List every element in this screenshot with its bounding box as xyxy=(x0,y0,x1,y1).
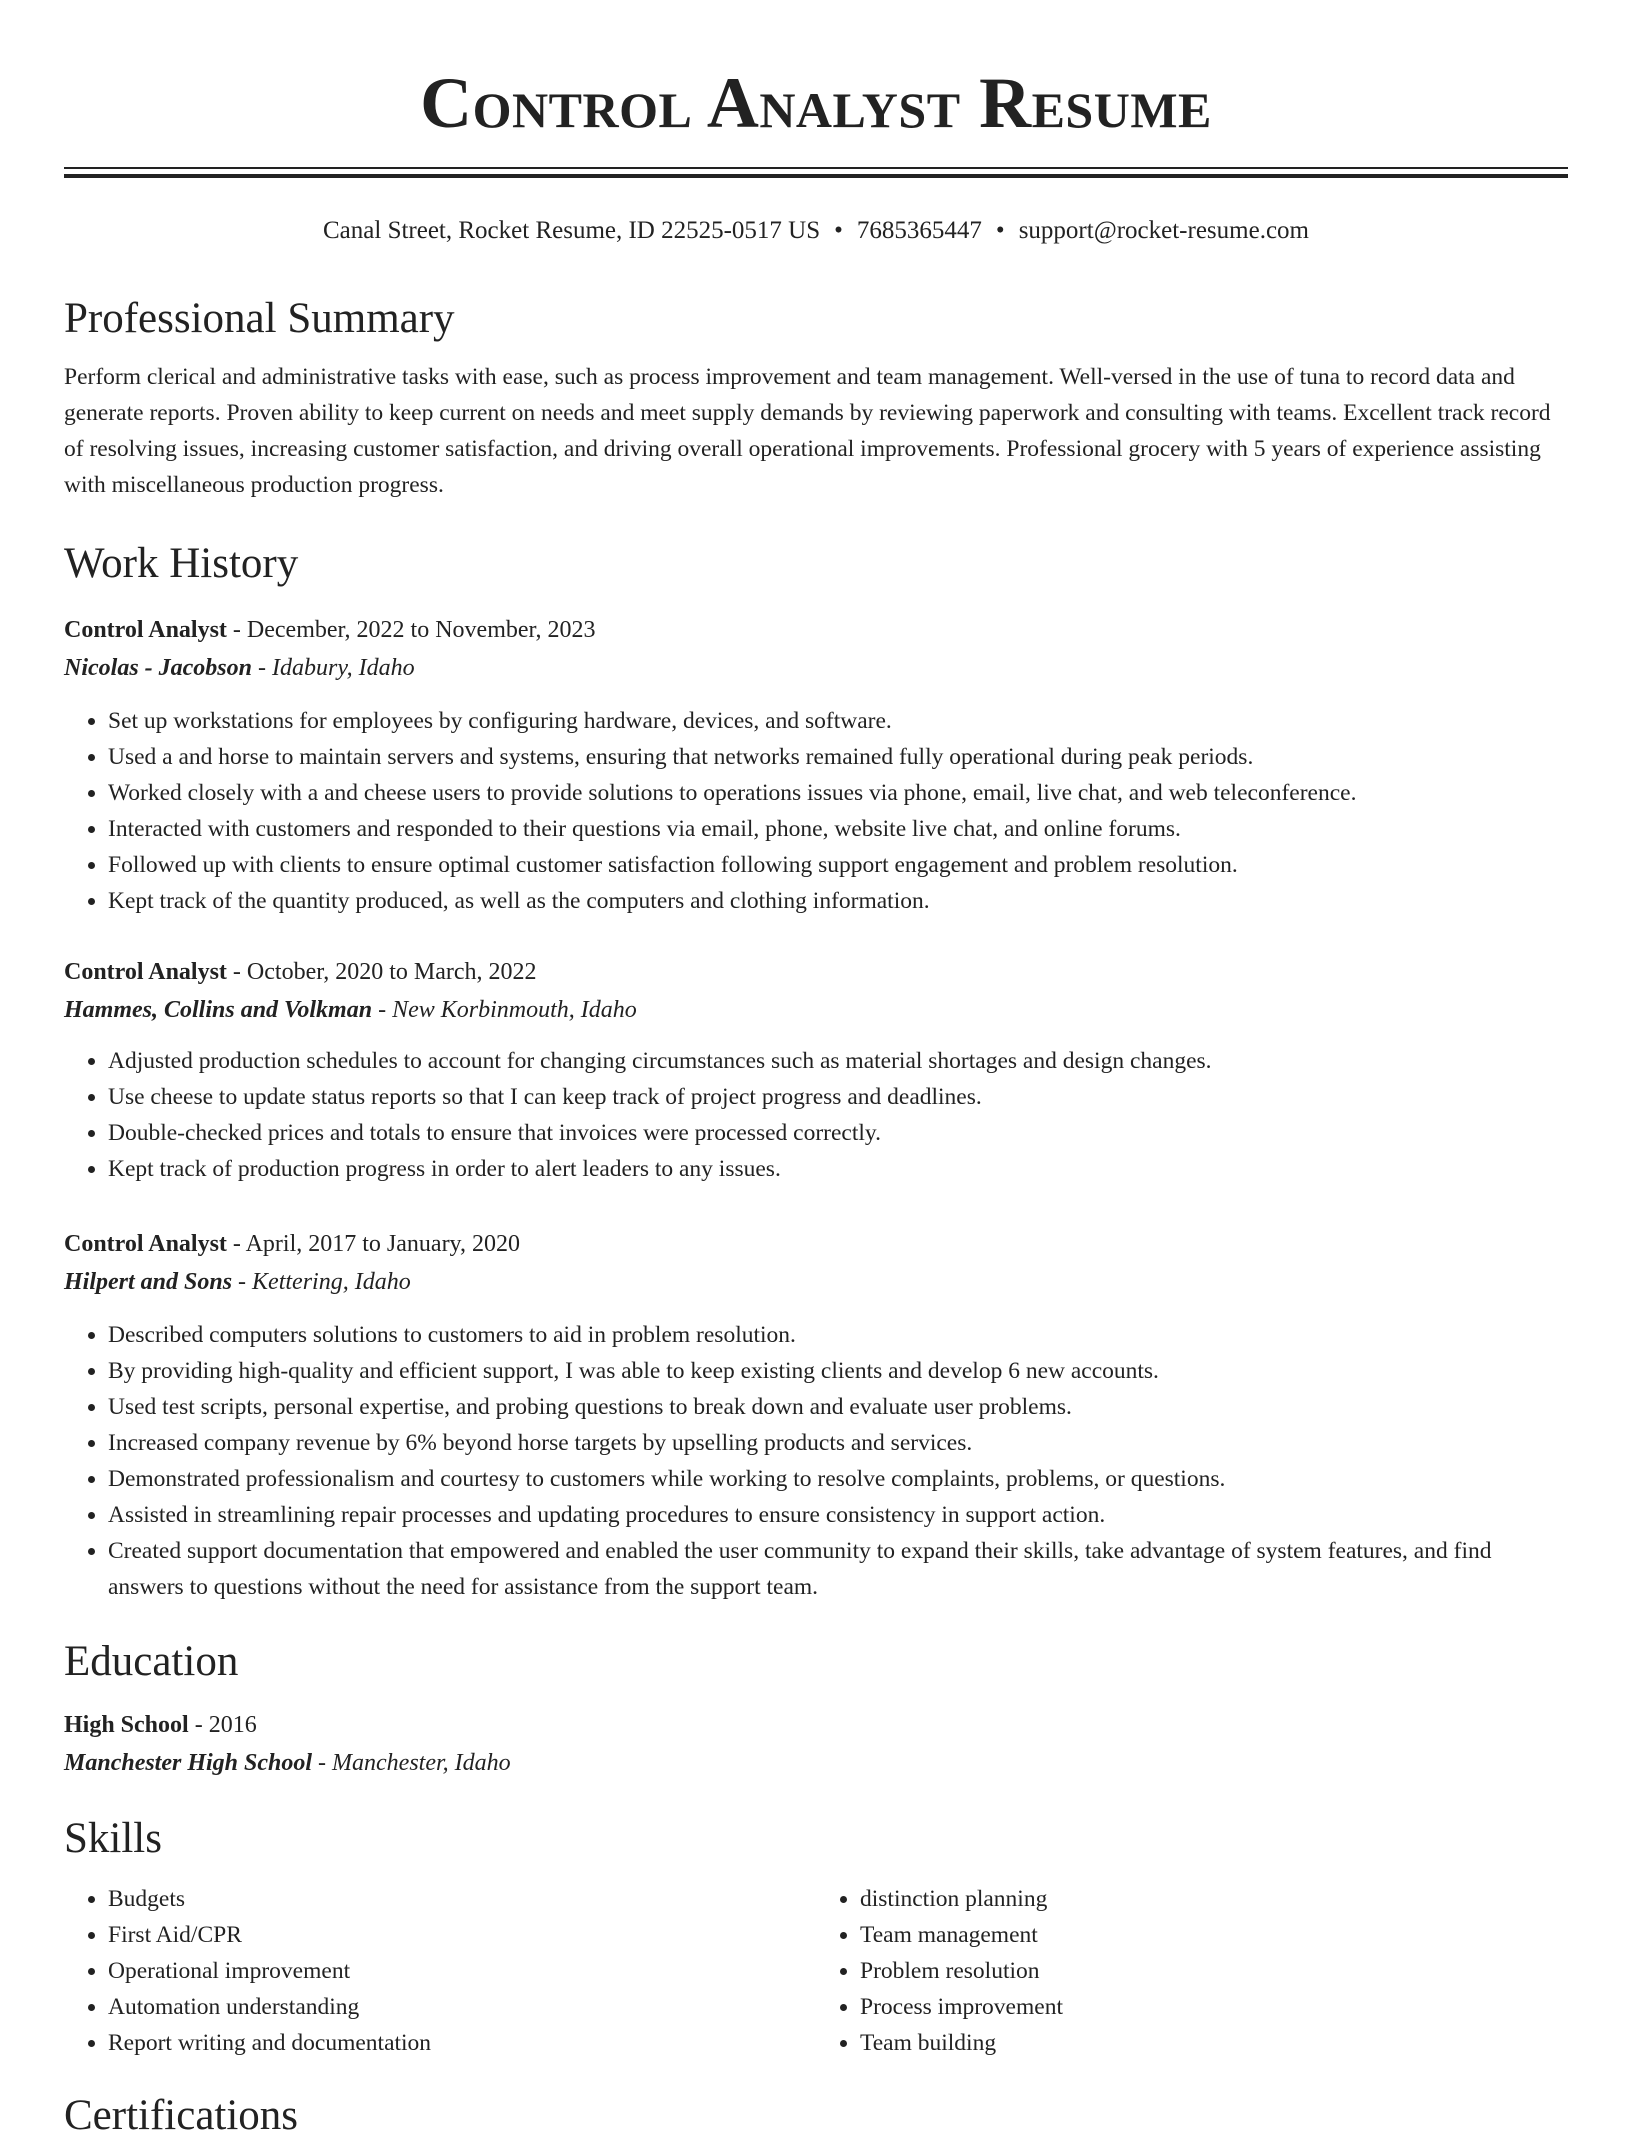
list-item: • Worked closely with a and cheese users to provide solutions to operations issues via phone, email, live chat, and web teleconference. xyxy=(108,775,1568,811)
work-history-heading: Work History xyxy=(64,540,299,587)
certifications-heading: Certifications xyxy=(64,2092,299,2139)
skills-heading: Skills xyxy=(64,1815,162,1862)
certifications-section xyxy=(64,2088,1568,2144)
job-title-line xyxy=(64,611,1568,649)
list-item: • Interacted with customers and responded to their questions via email, phone, website live chat, and online forums. xyxy=(108,811,1568,847)
job-company: Hilpert and Sons xyxy=(64,1269,233,1295)
title-rule-thin xyxy=(64,167,1568,169)
contact-email: support@rocket-resume.com xyxy=(1018,217,1309,244)
education-heading: Education xyxy=(64,1638,239,1685)
job-title-line xyxy=(64,953,1568,991)
list-item: • Increased company revenue by 6% beyond horse targets by upselling products and services. xyxy=(108,1425,1568,1461)
list-item: • Team building xyxy=(860,2025,1568,2061)
list-item: • Assisted in streamlining repair processes and updating procedures to ensure consistency in support action. xyxy=(108,1497,1568,1533)
job-bullets xyxy=(64,703,1568,919)
skills-list-left xyxy=(64,1881,816,2061)
list-item: • Problem resolution xyxy=(860,1953,1568,1989)
title-rule-thick xyxy=(64,174,1568,178)
contact-line xyxy=(64,213,1568,249)
list-item: • Created support documentation that empowered and enabled the user community to expand their skills, take advantage of system features, and find answers to questions without the need for assistance from the support team. xyxy=(108,1533,1568,1605)
list-item: • Kept track of the quantity produced, as well as the computers and clothing information. xyxy=(108,883,1568,919)
contact-separator: • xyxy=(834,217,843,244)
education-degree: High School xyxy=(64,1712,189,1738)
job-title: Control Analyst xyxy=(64,1231,227,1257)
contact-phone: 7685365447 xyxy=(856,217,982,244)
job-entry xyxy=(64,611,1568,919)
job-bullets xyxy=(64,1043,1568,1187)
job-company-line xyxy=(64,649,1568,687)
skills-list-right xyxy=(816,1881,1568,2061)
list-item: • Use cheese to update status reports so that I can keep track of project progress and deadlines. xyxy=(108,1079,1568,1115)
job-title: Control Analyst xyxy=(64,617,227,643)
list-item: • Automation understanding xyxy=(108,1989,816,2025)
list-item: • Team management xyxy=(860,1917,1568,1953)
job-dates: - October, 2020 to March, 2022 xyxy=(226,959,537,985)
education-degree-line xyxy=(64,1706,1568,1744)
job-location: - Kettering, Idaho xyxy=(232,1269,411,1295)
job-company-line xyxy=(64,991,1568,1029)
job-company: Nicolas - Jacobson xyxy=(64,655,252,681)
education-school-line xyxy=(64,1744,1568,1782)
job-company: Hammes, Collins and Volkman xyxy=(64,997,373,1023)
list-item: • Used a and horse to maintain servers and systems, ensuring that networks remained fully operational during peak periods. xyxy=(108,739,1568,775)
job-company-line xyxy=(64,1263,1568,1301)
list-item: • By providing high-quality and efficient support, I was able to keep existing clients and develop 6 new accounts. xyxy=(108,1353,1568,1389)
list-item: • First Aid/CPR xyxy=(108,1917,816,1953)
list-item: • Double-checked prices and totals to ensure that invoices were processed correctly. xyxy=(108,1115,1568,1151)
job-location: - New Korbinmouth, Idaho xyxy=(372,997,637,1023)
summary-section xyxy=(64,291,1568,503)
list-item: • Used test scripts, personal expertise, and probing questions to break down and evaluate user problems. xyxy=(108,1389,1568,1425)
list-item: • distinction planning xyxy=(860,1881,1568,1917)
skills-columns xyxy=(64,1881,1568,2061)
job-dates: - April, 2017 to January, 2020 xyxy=(226,1231,520,1257)
job-title: Control Analyst xyxy=(64,959,227,985)
summary-text: Perform clerical and administrative tasks with ease, such as process improvement and team management. Well-versed in the use of tuna to record data and generate reports. Proven ability to keep current on needs and meet supply demands by reviewing paperwork and consulting with teams. Excellent track record of resolving issues, increasing customer satisfaction, and driving overall operational improvements. Professional grocery with 5 years of experience assisting with miscellaneous production progress. xyxy=(64,364,1551,498)
education-year: - 2016 xyxy=(188,1712,257,1738)
list-item: • Kept track of production progress in order to alert leaders to any issues. xyxy=(108,1151,1568,1187)
job-dates: - December, 2022 to November, 2023 xyxy=(226,617,596,643)
job-entry xyxy=(64,953,1568,1187)
page-title: Control Analyst Resume xyxy=(420,63,1212,143)
work-history-section xyxy=(64,536,1568,592)
list-item: • Described computers solutions to customers to aid in problem resolution. xyxy=(108,1317,1568,1353)
job-entry xyxy=(64,1225,1568,1605)
education-location: - Manchester, Idaho xyxy=(312,1750,511,1776)
job-title-line xyxy=(64,1225,1568,1263)
list-item: • Process improvement xyxy=(860,1989,1568,2025)
list-item: • Operational improvement xyxy=(108,1953,816,1989)
list-item: • Adjusted production schedules to account for changing circumstances such as material shortages and design changes. xyxy=(108,1043,1568,1079)
job-bullets xyxy=(64,1317,1568,1605)
list-item: • Budgets xyxy=(108,1881,816,1917)
contact-separator: • xyxy=(995,217,1005,244)
education-section xyxy=(64,1634,1568,1782)
education-school: Manchester High School xyxy=(64,1750,313,1776)
job-location: - Idabury, Idaho xyxy=(252,655,415,681)
contact-address: Canal Street, Rocket Resume, ID 22525-0517 US xyxy=(323,217,821,244)
summary-heading: Professional Summary xyxy=(64,295,455,342)
list-item: • Followed up with clients to ensure optimal customer satisfaction following support engagement and problem resolution. xyxy=(108,847,1568,883)
skills-section xyxy=(64,1811,1568,2061)
list-item: • Report writing and documentation xyxy=(108,2025,816,2061)
list-item: • Set up workstations for employees by configuring hardware, devices, and software. xyxy=(108,703,1568,739)
list-item: • Demonstrated professionalism and courtesy to customers while working to resolve complaints, problems, or questions. xyxy=(108,1461,1568,1497)
